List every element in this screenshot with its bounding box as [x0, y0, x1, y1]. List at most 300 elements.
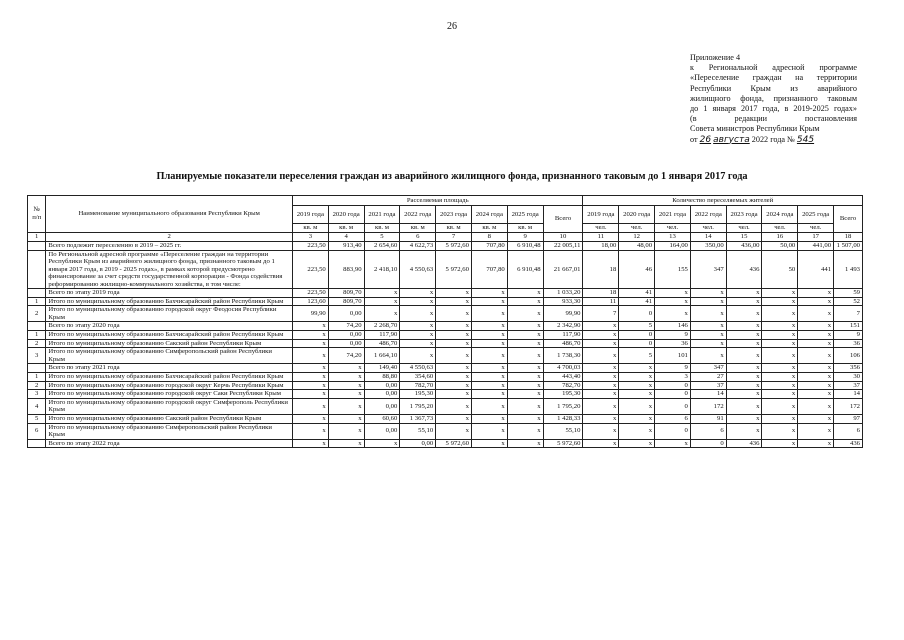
table-row — [28, 415, 863, 424]
row-value: 106 — [834, 348, 863, 364]
header-unit-people: чел. — [726, 224, 762, 233]
row-value: 4 622,73 — [400, 242, 436, 251]
header-name: Наименование муниципального образования Республики Крым — [46, 196, 293, 233]
row-value: x — [798, 306, 834, 322]
row-value: 441 — [798, 250, 834, 289]
row-value: 6 — [834, 423, 863, 439]
row-value: x — [471, 423, 507, 439]
row-value: 436 — [834, 439, 863, 448]
row-value: x — [583, 381, 619, 390]
row-value: 18 — [583, 250, 619, 289]
row-value: 486,70 — [543, 339, 583, 348]
row-value: x — [655, 306, 691, 322]
header-unit-people: чел. — [690, 224, 726, 233]
row-value: x — [726, 415, 762, 424]
row-value: 36 — [834, 339, 863, 348]
row-value: 0,00 — [328, 306, 364, 322]
row-value: x — [507, 381, 543, 390]
table-row — [28, 306, 863, 322]
header-colnum: 8 — [471, 233, 507, 242]
header-colnum: 1 — [28, 233, 46, 242]
row-value: x — [762, 423, 798, 439]
row-value: x — [364, 439, 400, 448]
row-value: x — [328, 373, 364, 382]
header-colnum: 15 — [726, 233, 762, 242]
header-colnum: 17 — [798, 233, 834, 242]
header-colnum: 4 — [328, 233, 364, 242]
row-value: x — [690, 297, 726, 306]
row-value: 172 — [834, 398, 863, 414]
row-name: Всего по этапу 2020 года — [46, 322, 293, 331]
header-colnum: 5 — [364, 233, 400, 242]
row-value: 1 507,00 — [834, 242, 863, 251]
row-value: x — [762, 348, 798, 364]
row-value: x — [436, 348, 472, 364]
row-value: 1 795,20 — [543, 398, 583, 414]
row-value: 2 418,10 — [364, 250, 400, 289]
date-month-handwritten: августа — [713, 134, 750, 145]
row-value: x — [292, 415, 328, 424]
row-value: x — [798, 381, 834, 390]
row-value: x — [762, 322, 798, 331]
row-number: 6 — [28, 423, 46, 439]
header-year: 2022 года — [400, 206, 436, 224]
header-unit-people: чел. — [762, 224, 798, 233]
row-value: x — [762, 373, 798, 382]
row-value: 5 972,60 — [436, 439, 472, 448]
row-value: 30 — [834, 373, 863, 382]
row-value: x — [400, 331, 436, 340]
row-name: Всего по этапу 2022 года — [46, 439, 293, 448]
row-value: x — [292, 339, 328, 348]
row-value: x — [583, 373, 619, 382]
row-value: 0 — [655, 423, 691, 439]
row-value: x — [655, 439, 691, 448]
row-value: x — [328, 364, 364, 373]
row-value: x — [798, 364, 834, 373]
row-value: x — [726, 339, 762, 348]
row-value: x — [798, 297, 834, 306]
header-year: 2024 года — [471, 206, 507, 224]
table-row — [28, 250, 863, 289]
row-value: x — [507, 423, 543, 439]
row-value: 9 — [655, 331, 691, 340]
row-value: 707,80 — [471, 242, 507, 251]
row-value: 74,20 — [328, 322, 364, 331]
row-value: 0,00 — [328, 331, 364, 340]
row-value: x — [762, 331, 798, 340]
row-value: x — [762, 289, 798, 298]
annex-line: к Региональной адресной программе — [690, 63, 857, 73]
row-value: 5 972,60 — [543, 439, 583, 448]
row-value: x — [726, 297, 762, 306]
row-value: x — [436, 322, 472, 331]
row-name: Итого по муниципальному образованию Бахчисарайский район Республики Крым — [46, 297, 293, 306]
row-value: x — [292, 439, 328, 448]
row-value: 88,80 — [364, 373, 400, 382]
row-value: x — [798, 331, 834, 340]
row-value: x — [292, 348, 328, 364]
row-value: x — [436, 373, 472, 382]
row-value: 27 — [690, 373, 726, 382]
table-body — [28, 242, 863, 448]
table-row — [28, 364, 863, 373]
row-name: Всего по этапу 2019 года — [46, 289, 293, 298]
row-value: 2 268,70 — [364, 322, 400, 331]
header-colnum: 3 — [292, 233, 328, 242]
row-value: x — [583, 423, 619, 439]
row-value: 4 550,63 — [400, 364, 436, 373]
row-value: x — [726, 289, 762, 298]
header-colnum: 16 — [762, 233, 798, 242]
row-value: x — [328, 381, 364, 390]
header-colnum: 12 — [619, 233, 655, 242]
row-value: x — [436, 423, 472, 439]
row-value: 436 — [726, 439, 762, 448]
header-year: 2019 года — [292, 206, 328, 224]
header-unit-area: кв. м — [436, 224, 472, 233]
header-year: 2025 года — [507, 206, 543, 224]
row-value: x — [507, 331, 543, 340]
row-value: 101 — [655, 348, 691, 364]
row-value: 5 972,60 — [436, 242, 472, 251]
row-value: x — [471, 306, 507, 322]
annex-date-line — [690, 135, 857, 145]
row-value: x — [436, 381, 472, 390]
row-value: x — [762, 339, 798, 348]
header-total: Всего — [543, 206, 583, 233]
row-value: x — [726, 423, 762, 439]
row-value: x — [619, 364, 655, 373]
row-value: x — [436, 289, 472, 298]
table-row — [28, 390, 863, 399]
row-value: 0 — [655, 381, 691, 390]
row-value: x — [471, 381, 507, 390]
row-value: 1 033,20 — [543, 289, 583, 298]
row-value: 2 342,90 — [543, 322, 583, 331]
row-value: 60,60 — [364, 415, 400, 424]
table-row — [28, 331, 863, 340]
row-value: 18,00 — [583, 242, 619, 251]
row-value: 0,00 — [328, 339, 364, 348]
header-unit-area: кв. м — [507, 224, 543, 233]
annex-line: жилищного фонда, признанного таковым — [690, 93, 857, 103]
annex-line: (в редакции постановления — [690, 114, 857, 124]
row-value: x — [507, 297, 543, 306]
row-number: 5 — [28, 415, 46, 424]
header-colnum: 2 — [46, 233, 293, 242]
row-value: x — [655, 289, 691, 298]
table-row — [28, 439, 863, 448]
date-year: 2022 года № — [751, 134, 795, 144]
annex-line: Республики Крым из аварийного — [690, 83, 857, 93]
row-value: 223,50 — [292, 250, 328, 289]
row-value: 0,00 — [364, 423, 400, 439]
document-title: Планируемые показатели переселения граждан из аварийного жилищного фонда, признанного таковым до 1 января 2017 года — [156, 171, 748, 182]
row-value: x — [471, 439, 507, 448]
row-value: x — [507, 306, 543, 322]
table-row — [28, 381, 863, 390]
row-value: 37 — [690, 381, 726, 390]
row-value: 0 — [619, 306, 655, 322]
row-number: 2 — [28, 339, 46, 348]
header-area: Расселяемая площадь — [292, 196, 583, 206]
row-value: x — [471, 289, 507, 298]
row-value: 52 — [834, 297, 863, 306]
row-number: 1 — [28, 297, 46, 306]
header-year: 2023 года — [436, 206, 472, 224]
row-value: 117,90 — [543, 331, 583, 340]
header-year: 2024 года — [762, 206, 798, 224]
header-people: Количество переселяемых жителей — [583, 196, 863, 206]
annex-line: «Переселение граждан на территории — [690, 73, 857, 83]
row-value: 37 — [834, 381, 863, 390]
row-value: x — [292, 423, 328, 439]
header-unit-people: чел. — [619, 224, 655, 233]
row-value: x — [726, 373, 762, 382]
row-value: 99,90 — [292, 306, 328, 322]
row-value: x — [436, 331, 472, 340]
row-value: x — [726, 364, 762, 373]
row-number — [28, 364, 46, 373]
row-value: 3 — [655, 373, 691, 382]
row-value: x — [436, 364, 472, 373]
table-row — [28, 348, 863, 364]
row-name: Итого по муниципальному образованию городской округ Керчь Республики Крым — [46, 381, 293, 390]
row-value: x — [762, 439, 798, 448]
row-name: Всего по этапу 2021 года — [46, 364, 293, 373]
row-value: x — [507, 289, 543, 298]
row-value: x — [619, 398, 655, 414]
row-value: 11 — [583, 297, 619, 306]
row-value: x — [328, 439, 364, 448]
header-colnum: 14 — [690, 233, 726, 242]
row-value: x — [400, 297, 436, 306]
row-value: 0,00 — [364, 398, 400, 414]
row-value: 223,50 — [292, 289, 328, 298]
row-number: 2 — [28, 306, 46, 322]
header-colnum: 6 — [400, 233, 436, 242]
row-name: Итого по муниципальному образованию Бахчисарайский район Республики Крым — [46, 373, 293, 382]
header-total: Всего — [834, 206, 863, 233]
header-year: 2020 года — [328, 206, 364, 224]
row-value: 1 428,33 — [543, 415, 583, 424]
row-value: x — [798, 339, 834, 348]
row-value: x — [726, 331, 762, 340]
annex-line: Приложение 4 — [690, 53, 741, 62]
row-value: x — [655, 297, 691, 306]
row-value: 6 — [655, 415, 691, 424]
header-unit-people: чел. — [798, 224, 834, 233]
row-value: 146 — [655, 322, 691, 331]
row-value: 155 — [655, 250, 691, 289]
row-value: 913,40 — [328, 242, 364, 251]
table-row — [28, 289, 863, 298]
row-value: 172 — [690, 398, 726, 414]
row-value: x — [436, 390, 472, 399]
row-value: x — [726, 306, 762, 322]
row-value: 2 654,60 — [364, 242, 400, 251]
row-name: Итого по муниципальному образованию Симферопольский район Республики Крым — [46, 348, 293, 364]
row-name: Итого по муниципальному образованию городской округ Феодосия Республики Крым — [46, 306, 293, 322]
row-value: x — [619, 415, 655, 424]
row-value: x — [400, 322, 436, 331]
row-value: x — [690, 348, 726, 364]
row-value: x — [507, 373, 543, 382]
row-value: 1 795,20 — [400, 398, 436, 414]
row-value: x — [690, 331, 726, 340]
header-colnums-row — [28, 233, 863, 242]
table-row — [28, 297, 863, 306]
row-name: Всего подлежит переселению в 2019 – 2025 гг. — [46, 242, 293, 251]
table-row — [28, 423, 863, 439]
header-colnum: 7 — [436, 233, 472, 242]
annex-line: до 1 января 2017 года, в 2019-2025 годах» — [690, 104, 857, 114]
header-colnum: 18 — [834, 233, 863, 242]
row-value: x — [583, 415, 619, 424]
row-value: x — [328, 415, 364, 424]
row-value: x — [471, 339, 507, 348]
header-colnum: 13 — [655, 233, 691, 242]
row-value: 1 664,10 — [364, 348, 400, 364]
annex-line: Совета министров Республики Крым — [690, 124, 820, 134]
header-unit-people: чел. — [583, 224, 619, 233]
header-year: 2021 года — [655, 206, 691, 224]
row-value: 0 — [619, 331, 655, 340]
row-value: x — [292, 331, 328, 340]
row-value: 59 — [834, 289, 863, 298]
row-value: 18 — [583, 289, 619, 298]
header-year: 2020 года — [619, 206, 655, 224]
row-value: x — [507, 348, 543, 364]
row-value: 117,90 — [364, 331, 400, 340]
row-value: 347 — [690, 364, 726, 373]
row-value: x — [292, 322, 328, 331]
row-value: x — [471, 331, 507, 340]
row-number — [28, 250, 46, 289]
row-value: x — [400, 348, 436, 364]
row-value: 22 005,11 — [543, 242, 583, 251]
row-value: 1 367,73 — [400, 415, 436, 424]
row-value: x — [436, 415, 472, 424]
row-value: x — [798, 390, 834, 399]
row-value: x — [798, 415, 834, 424]
row-value: x — [292, 364, 328, 373]
row-value: x — [762, 381, 798, 390]
date-number-handwritten: 545 — [796, 134, 815, 145]
row-value: x — [436, 339, 472, 348]
row-name: По Региональной адресной программе «Переселение граждан на территории Республики Крым из аварийного жилищного фонда, признанного таковым до 1 января 2017 года, в 2019 - 2025 годах», в рамках которой предусмотрено финансирование за счет средств государственной корпорации - Фонда содействия реформированию жилищно-коммунального хозяйства, в том числе: — [46, 250, 293, 289]
table-row — [28, 322, 863, 331]
row-value: 441,00 — [798, 242, 834, 251]
header-unit-people: чел. — [655, 224, 691, 233]
row-name: Итого по муниципальному образованию городской округ Саки Республики Крым — [46, 390, 293, 399]
row-value: 9 — [655, 364, 691, 373]
row-value: x — [798, 373, 834, 382]
row-value: 4 550,63 — [400, 250, 436, 289]
row-value: 809,70 — [328, 297, 364, 306]
row-value: 0 — [655, 398, 691, 414]
row-value: x — [690, 339, 726, 348]
row-value: x — [726, 322, 762, 331]
header-unit-area: кв. м — [328, 224, 364, 233]
row-value: x — [798, 322, 834, 331]
header-colnum: 10 — [543, 233, 583, 242]
row-value: 1 738,30 — [543, 348, 583, 364]
row-value: x — [583, 390, 619, 399]
row-value: 99,90 — [543, 306, 583, 322]
row-value: 50 — [762, 250, 798, 289]
row-value: x — [690, 289, 726, 298]
row-value: x — [583, 322, 619, 331]
row-value: 782,70 — [543, 381, 583, 390]
row-value: x — [726, 348, 762, 364]
row-value: x — [292, 390, 328, 399]
row-number: 3 — [28, 348, 46, 364]
row-value: 164,00 — [655, 242, 691, 251]
row-value: x — [436, 398, 472, 414]
row-value: x — [619, 381, 655, 390]
row-value: x — [292, 373, 328, 382]
row-value: 21 667,01 — [543, 250, 583, 289]
row-value: x — [436, 297, 472, 306]
row-value: x — [583, 398, 619, 414]
row-value: 350,00 — [690, 242, 726, 251]
row-number — [28, 322, 46, 331]
table-row — [28, 242, 863, 251]
header-num: № п/п — [28, 196, 46, 233]
row-value: 5 — [619, 322, 655, 331]
row-value: x — [798, 439, 834, 448]
row-value: x — [507, 364, 543, 373]
row-name: Итого по муниципальному образованию Бахчисарайский район Республики Крым — [46, 331, 293, 340]
row-value: 0,00 — [364, 390, 400, 399]
row-value: x — [762, 415, 798, 424]
row-value: 1 493 — [834, 250, 863, 289]
header-unit-area: кв. м — [364, 224, 400, 233]
row-value: 151 — [834, 322, 863, 331]
date-day-handwritten: 26 — [699, 134, 712, 145]
row-value: x — [400, 289, 436, 298]
row-value: x — [619, 373, 655, 382]
date-prefix: от — [690, 134, 698, 144]
row-value: x — [507, 439, 543, 448]
row-name: Итого по муниципальному образованию Симферопольский район Республики Крым — [46, 423, 293, 439]
annex-block — [690, 53, 857, 145]
header-year: 2023 года — [726, 206, 762, 224]
header-colnum: 9 — [507, 233, 543, 242]
row-value: x — [726, 398, 762, 414]
header-unit-area: кв. м — [292, 224, 328, 233]
row-value: x — [726, 390, 762, 399]
row-value: 354,60 — [400, 373, 436, 382]
row-value: x — [762, 306, 798, 322]
row-number: 4 — [28, 398, 46, 414]
row-number — [28, 439, 46, 448]
row-value: 74,20 — [328, 348, 364, 364]
row-value: 486,70 — [364, 339, 400, 348]
header-year: 2021 года — [364, 206, 400, 224]
row-value: x — [471, 390, 507, 399]
row-value: x — [328, 423, 364, 439]
row-value: x — [798, 289, 834, 298]
row-value: 809,70 — [328, 289, 364, 298]
row-value: x — [583, 331, 619, 340]
row-value: x — [471, 348, 507, 364]
row-value: 0 — [690, 439, 726, 448]
row-name: Итого по муниципальному образованию Сакский район Республики Крым — [46, 339, 293, 348]
row-value: x — [400, 306, 436, 322]
